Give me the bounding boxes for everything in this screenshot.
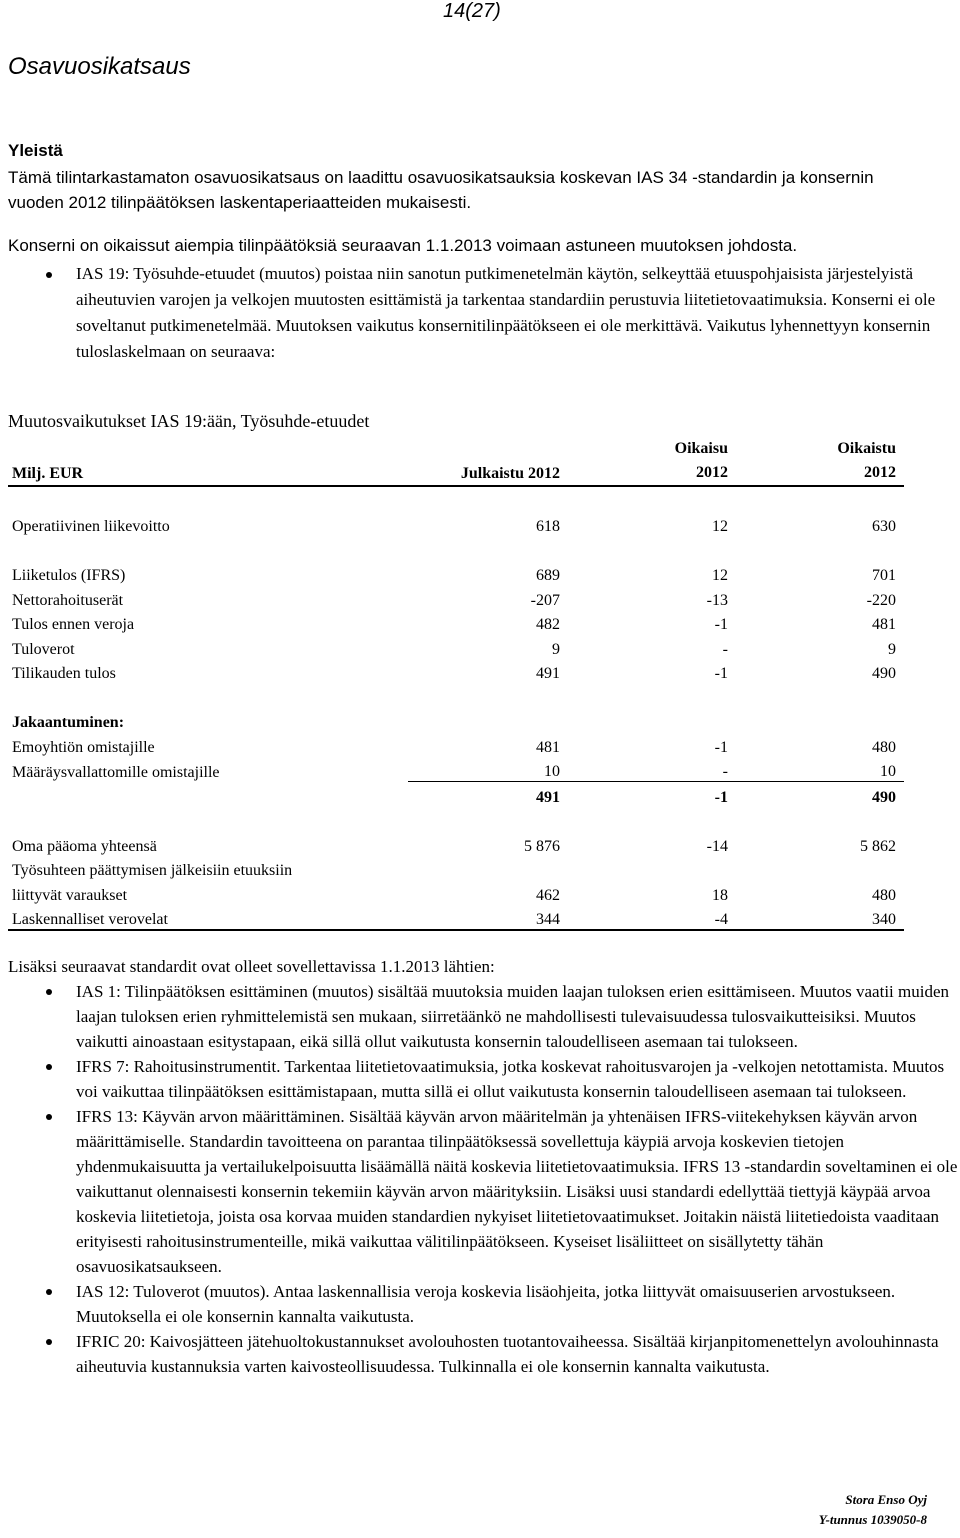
cell-adjustment: 18 — [712, 886, 728, 904]
table-row — [8, 880, 904, 905]
cell-adjustment: - — [722, 640, 728, 658]
table-row — [8, 732, 904, 757]
bullet-text: IAS 12: Tuloverot (muutos). Antaa laskennallisia veroja koskevia lisäohjeita, jotka liittyvät omaisuuserien arvostukseen. Muutoksella ei ole konsernin kannalta vaikutusta. — [76, 1282, 896, 1326]
cell-published: -207 — [530, 591, 560, 609]
bullet-text: IAS 19: Työsuhde-etuudet (muutos) poistaa niin sanotun putkimenetelmän käytön, selkeyttää etuuspohjaisista järjestelyistä aiheutuvien varojen ja velkojen muutosten esittämistä ja tarkentaa standardiin perustuvia liitetietovaatimuksia. Konserni ei ole soveltanut putkimenetelmää. Muutoksen vaikutus konsernitilinpäätökseen ei ole merkittävä. Vaikutus lyhennettyyn konsernin tuloslaskelmaan on seuraava: — [76, 264, 936, 361]
cell-published: 491 — [536, 788, 560, 806]
table-row — [8, 512, 904, 537]
cell-restated: 490 — [872, 788, 896, 806]
cell-published: 9 — [552, 640, 560, 658]
bullet-item — [8, 1054, 958, 1104]
cell-published: 10 — [408, 757, 568, 782]
bullet-icon — [46, 272, 52, 278]
bullet-icon — [46, 1114, 52, 1120]
page-title: Osavuosikatsaus — [8, 53, 191, 80]
table-row — [8, 831, 904, 856]
cell-adjustment: -1 — [714, 616, 728, 633]
cell-restated: 9 — [888, 640, 896, 658]
bullet-icon — [46, 989, 52, 995]
spacer-row — [8, 536, 904, 561]
table-subheading-row — [8, 708, 904, 733]
cell-restated: 340 — [736, 905, 904, 931]
intro-paragraph-2: Konserni on oikaissut aiempia tilinpäätöksiä seuraavan 1.1.2013 voimaan astuneen muutoksen johdosta. — [8, 236, 798, 255]
cell-published: 344 — [408, 905, 568, 931]
cell-adjustment: -1 — [714, 788, 728, 806]
cell-restated: 480 — [872, 738, 896, 756]
bullet-item — [8, 1329, 958, 1379]
cell-restated: 490 — [872, 665, 896, 682]
cell-adjustment: -14 — [706, 837, 728, 855]
table-row — [8, 585, 904, 610]
spacer-row — [8, 683, 904, 708]
row-label: Laskennalliset verovelat — [8, 905, 408, 931]
spacer-row — [8, 807, 904, 832]
bullet-text: IFRIC 20: Kaivosjätteen jätehuoltokustannukset avolouhosten tuotantovaiheessa. Sisältää kirjanpitomenettelyn avolouhinnasta aiheutuvia kustannuksia varten kaivosteollisuudessa. Tulkinnalla ei ole konsernin kannalta vaikutusta. — [76, 1332, 939, 1376]
column-header-restated-line2: 2012 — [864, 464, 896, 481]
bullet-text: IAS 1: Tilinpäätöksen esittäminen (muutos) sisältää muutoksia muiden laajan tuloksen erien esittämiseen. Muutos vaatii muiden laajan tuloksen erien ryhmittelemistä sen mukaan, siirretäänkö ne mahdollisesti tulevaisuudessa tulosvaikutteisiksi. Muutos vaikutti ainoastaan esitystapaan, eikä sillä ollut vaikutusta konsernin taloudelliseen asemaan tai tulokseen. — [76, 982, 950, 1051]
cell-published: 491 — [536, 665, 560, 682]
section-heading: Yleistä — [8, 141, 63, 160]
row-label: Nettorahoituserät — [12, 591, 124, 609]
column-header-published: Julkaistu 2012 — [408, 437, 568, 486]
table-row — [8, 659, 904, 684]
spacer-row — [8, 486, 904, 512]
row-label: Määräysvallattomille omistajille — [12, 763, 220, 781]
cell-published: 689 — [536, 567, 560, 584]
standards-intro: Lisäksi seuraavat standardit ovat olleet sovellettavissa 1.1.2013 lähtien: — [8, 957, 495, 976]
column-header-restated-line1: Oikaistu — [837, 440, 896, 457]
row-label — [8, 782, 408, 807]
row-label: Emoyhtiön omistajille — [12, 738, 155, 756]
cell-restated: 701 — [872, 567, 896, 584]
row-label: Liiketulos (IFRS) — [12, 567, 126, 584]
bullet-icon — [46, 1289, 52, 1295]
cell-adjustment: -4 — [568, 905, 736, 931]
bullet-text: IFRS 7: Rahoitusinstrumentit. Tarkentaa liitetietovaatimuksia, jotka koskevat rahoitusvarojen ja -velkojen netottamista. Muutos voi vaikuttaa tilinpäätöksen esittämistapaan, mutta sillä ei ollut vaikutusta konsernin taloudelliseen asemaan tai tulokseen. — [76, 1057, 945, 1101]
cell-restated: 630 — [872, 518, 896, 535]
table-caption: Muutosvaikutukset IAS 19:ään, Työsuhde-etuudet — [8, 411, 370, 431]
table-header-row — [8, 437, 904, 486]
bullet-item — [8, 261, 948, 365]
cell-adjustment: - — [568, 757, 736, 782]
cell-adjustment: 12 — [712, 518, 728, 535]
table-row — [8, 757, 904, 782]
cell-published: 481 — [536, 738, 560, 756]
bullet-icon — [46, 1339, 52, 1345]
row-label: liittyvät varaukset — [12, 886, 128, 904]
cell-published: 462 — [536, 886, 560, 904]
bullet-item — [8, 979, 958, 1054]
row-label: Oma pääoma yhteensä — [12, 837, 157, 855]
row-label: Tuloverot — [12, 640, 75, 658]
cell-published: 618 — [536, 518, 560, 535]
bullet-text: IFRS 13: Käyvän arvon määrittäminen. Sisältää käyvän arvon määritelmän ja yhtenäisen IFRS-viitekehyksen käyvän arvon määrittämiselle. Standardin tavoitteena on parantaa tilinpäätöksessä sovellettuja käypiä arvoja koskevien tietojen yhdenmukaisuutta ja vertailukelpoisuutta lisäämällä näitä koskevia liitetietovaatimuksia. IFRS 13 -standardin soveltaminen ei ole vaikuttanut olennaisesti konsernin tekemiin käyvän arvon määrityksiin. Lisäksi uusi standardi edellyttää tiettyjä käypää arvoa koskevia liitetietoja, joista osa korvaa muiden standardien nykyiset liitetietovaatimukset. Joitakin näistä liitetiedoista vaaditaan erityisesti rahoitusinstrumenteille, mikä vaikuttaa välitilinpäätökseen. Kyseiset lisäliitteet on sisällytetty tähän osavuosikatsaukseen. — [76, 1107, 958, 1276]
intro-paragraph: Tämä tilintarkastamaton osavuosikatsaus on laadittu osavuosikatsauksia koskevan IAS 34 -standardin ja konsernin vuoden 2012 tilinpäätöksen laskentaperiaatteiden mukaisesti. — [8, 168, 874, 212]
row-label: Jakaantuminen: — [12, 714, 125, 731]
restatement-table — [8, 437, 904, 931]
bullet-item — [8, 1279, 958, 1329]
row-label: Tilikauden tulos — [12, 665, 116, 682]
cell-adjustment: 12 — [712, 567, 728, 584]
cell-adjustment: -1 — [714, 738, 728, 756]
footer-company: Stora Enso Oyj — [845, 1492, 927, 1507]
column-header-label: Milj. EUR — [8, 437, 408, 486]
table-row — [8, 856, 904, 881]
cell-restated: 481 — [872, 616, 896, 633]
page-number: 14(27) — [443, 0, 501, 22]
footer-business-id: Y-tunnus 1039050-8 — [818, 1512, 927, 1527]
standards-bullet-list — [8, 979, 958, 1379]
ias19-bullet-list — [8, 261, 948, 365]
cell-restated: 480 — [872, 886, 896, 904]
table-row — [8, 634, 904, 659]
column-header-adjustment-line1: Oikaisu — [674, 440, 728, 457]
cell-restated: 5 862 — [860, 837, 896, 855]
row-label: Operatiivinen liikevoitto — [12, 518, 170, 535]
column-header-adjustment-line2: 2012 — [696, 464, 728, 481]
cell-restated: 10 — [736, 757, 904, 782]
row-label: Työsuhteen päättymisen jälkeisiin etuuksiin — [12, 862, 293, 879]
bullet-item — [8, 1104, 958, 1279]
bullet-icon — [46, 1064, 52, 1070]
cell-adjustment: -13 — [706, 591, 728, 609]
table-total-row — [8, 782, 904, 807]
table-row — [8, 561, 904, 586]
cell-published: 5 876 — [524, 837, 560, 855]
column-header-restated — [736, 437, 904, 486]
row-label: Tulos ennen veroja — [12, 616, 135, 633]
column-header-adjustment — [568, 437, 736, 486]
cell-restated: -220 — [866, 591, 896, 609]
cell-adjustment: -1 — [714, 665, 728, 682]
table-row — [8, 610, 904, 635]
page-footer — [790, 1490, 927, 1530]
table-row — [8, 905, 904, 931]
cell-published: 482 — [536, 616, 560, 633]
